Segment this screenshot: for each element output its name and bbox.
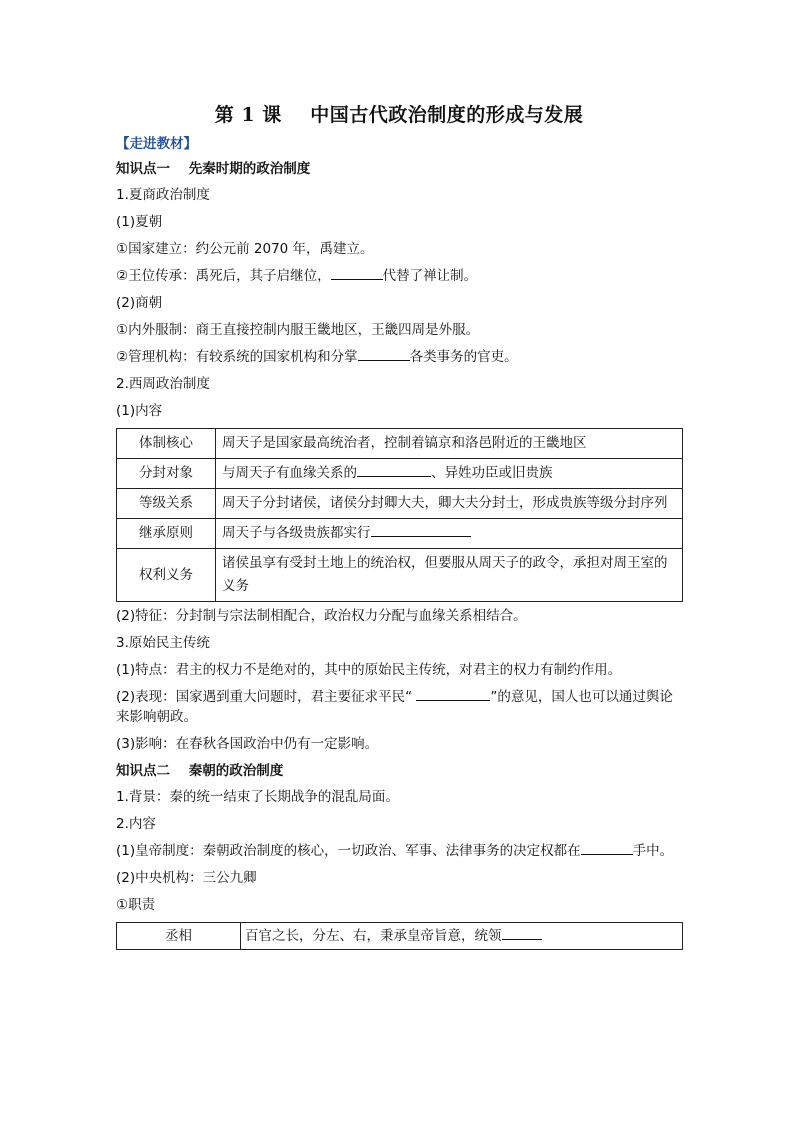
- emperor-system-tail: 手中。: [632, 843, 674, 859]
- table-value: 周天子是国家最高统治者，控制着镐京和洛邑附近的王畿地区: [216, 429, 683, 459]
- shang-item-2-text: ②管理机构：有较系统的国家机构和分掌: [116, 349, 358, 365]
- table-key: 丞相: [117, 923, 241, 950]
- table-row: [117, 549, 683, 602]
- table-value-text: 百官之长，分左、右，秉承皇帝旨意，统领: [245, 928, 502, 944]
- emperor-system: [116, 841, 682, 861]
- table-row: [117, 459, 683, 489]
- kp2-background: 1.背景：秦的统一结束了长期战争的混乱局面。: [116, 789, 399, 805]
- fill-blank[interactable]: [358, 347, 410, 361]
- fill-blank[interactable]: [581, 841, 633, 855]
- table-value: 周天子分封诸侯，诸侯分封卿大夫，卿大夫分封士，形成贵族等级分封序列: [216, 489, 683, 519]
- central-organs: (2)中央机构：三公九卿: [116, 870, 257, 886]
- xia-item-2-text: ②王位传承：禹死后，其子启继位，: [116, 268, 331, 284]
- table-row: [117, 923, 683, 950]
- table-key: 继承原则: [117, 519, 216, 549]
- kp2-heading: 知识点二 秦朝的政治制度: [116, 763, 284, 779]
- table-value: [241, 923, 683, 950]
- table-value: 诸侯虽享有受封土地上的统治权，但要服从周天子的政令，承担对周王室的义务: [216, 549, 683, 602]
- shang-item-2: [116, 347, 682, 367]
- table-row: [117, 429, 683, 459]
- table-value: [216, 519, 683, 549]
- democracy-1: (1)特点：君主的权力不是绝对的，其中的原始民主传统，对君主的权力有制约作用。: [116, 662, 622, 678]
- table-key: 等级关系: [117, 489, 216, 519]
- xia-item-2-tail: 代替了禅让制。: [382, 268, 478, 284]
- emperor-system-text: (1)皇帝制度：秦朝政治制度的核心，一切政治、军事、法律事务的决定权都在: [116, 843, 581, 859]
- table-row: [117, 519, 683, 549]
- kp1-s2: 2.西周政治制度: [116, 376, 210, 392]
- xia-item-2: [116, 266, 682, 286]
- fill-blank[interactable]: [331, 266, 383, 280]
- kp1-heading: 知识点一 先秦时期的政治制度: [116, 161, 311, 177]
- xia-item-1: ①国家建立：约公元前 2070 年，禹建立。: [116, 241, 374, 257]
- fill-blank[interactable]: [371, 523, 471, 537]
- democracy-2-tail: ”的意见，国人也可以通过舆论来影响朝政。: [116, 689, 673, 725]
- fill-blank[interactable]: [357, 463, 431, 477]
- kp1-s3: 3.原始民主传统: [116, 635, 210, 651]
- democracy-3: (3)影响：在春秋各国政治中仍有一定影响。: [116, 736, 379, 752]
- table-key: 分封对象: [117, 459, 216, 489]
- table-row: [117, 489, 683, 519]
- xia-heading: (1)夏朝: [116, 214, 163, 230]
- table-value-text: 周天子与各级贵族都实行: [222, 525, 371, 541]
- qin-table: [116, 922, 683, 950]
- fill-blank[interactable]: [502, 926, 542, 940]
- table-key: 体制核心: [117, 429, 216, 459]
- table-value: [216, 459, 683, 489]
- democracy-2: [116, 687, 682, 727]
- content-heading: (1)内容: [116, 403, 163, 419]
- shang-heading: (2)商朝: [116, 295, 163, 311]
- shang-item-1: ①内外服制：商王直接控制内服王畿地区，王畿四周是外服。: [116, 322, 480, 338]
- kp1-s1: 1.夏商政治制度: [116, 187, 210, 203]
- table-value-text: 与周天子有血缘关系的: [222, 465, 357, 481]
- section-tag: 【走进教材】: [116, 136, 197, 152]
- table-value-tail: 、异姓功臣或旧贵族: [431, 465, 553, 481]
- page: [116, 100, 682, 950]
- zhou-feature: (2)特征：分封制与宗法制相配合，政治权力分配与血缘关系相结合。: [116, 608, 527, 624]
- zhou-table: [116, 428, 683, 602]
- kp2-s2: 2.内容: [116, 816, 156, 832]
- shang-item-2-tail: 各类事务的官吏。: [409, 349, 518, 365]
- democracy-2-text: (2)表现：国家遇到重大问题时，君主要征求平民“: [116, 689, 417, 705]
- page-title: 第 1 课 中国古代政治制度的形成与发展: [214, 104, 584, 126]
- duty-heading: ①职责: [116, 897, 156, 913]
- fill-blank[interactable]: [416, 687, 490, 701]
- table-key: 权利义务: [117, 549, 216, 602]
